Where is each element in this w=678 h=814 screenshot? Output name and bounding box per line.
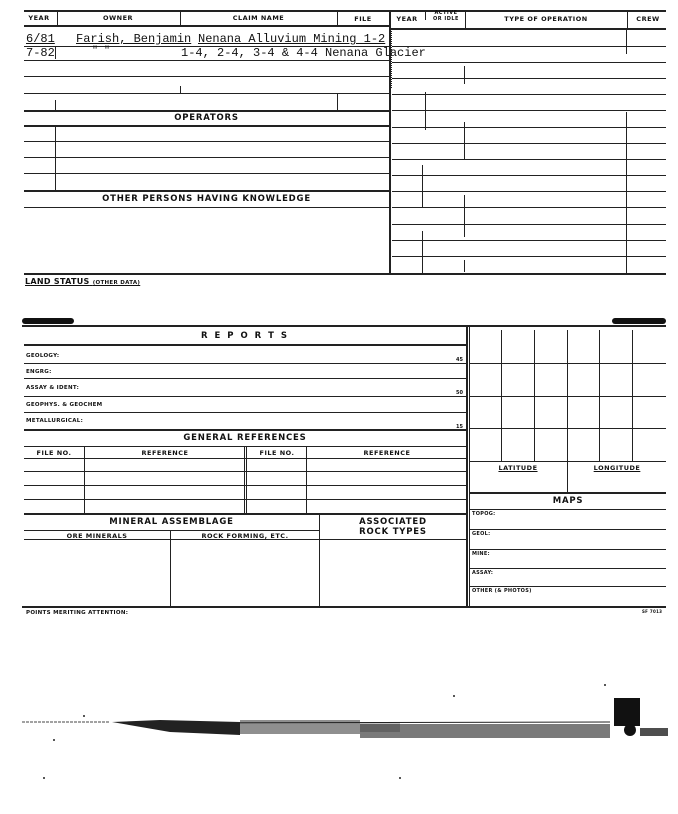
row-line: [392, 175, 666, 176]
header-reference-2: REFERENCE: [363, 449, 411, 457]
row-line: [392, 256, 666, 257]
header-ore-minerals: ORE MINERALS: [66, 532, 128, 540]
header-underline-left: [24, 25, 389, 27]
row-line: [392, 110, 666, 111]
divider: [246, 446, 247, 513]
row-line: [24, 530, 319, 531]
header-type-of-operation: TYPE OF OPERATION: [504, 15, 588, 23]
reports-title: R E P O R T S: [200, 331, 290, 341]
grid-line: [470, 396, 666, 397]
grid-line: [470, 363, 666, 364]
scan-noise-dot: [43, 777, 45, 779]
row-line: [24, 363, 466, 364]
divider: [55, 47, 56, 59]
row-line: [24, 344, 466, 346]
row-line: [24, 157, 389, 158]
row-line: [24, 60, 389, 61]
divider: [425, 92, 426, 130]
scan-artifact: [612, 318, 666, 324]
report-geology-label: GEOLOGY:: [26, 353, 60, 359]
divider: [84, 446, 85, 513]
maps-geol-label: GEOL:: [472, 531, 491, 537]
top-border: [24, 10, 666, 12]
row-line: [24, 458, 466, 459]
row-line: [24, 412, 466, 413]
row-line: [392, 240, 666, 241]
divider: [626, 30, 627, 54]
divider: [170, 530, 171, 606]
row-line: [392, 127, 666, 128]
row-year: 6/81: [26, 32, 55, 46]
scan-noise-dot: [83, 715, 85, 717]
header-file: FILE: [354, 15, 372, 23]
divider: [55, 100, 56, 110]
section-bottom-border: [22, 606, 666, 608]
row-line: [392, 143, 666, 144]
row-line: [24, 378, 466, 379]
points-meriting-attention-label: POINTS MERITING ATTENTION:: [26, 610, 129, 616]
row-line: [24, 93, 389, 94]
row-line: [24, 396, 466, 397]
other-persons-title: OTHER PERSONS HAVING KNOWLEDGE: [102, 194, 311, 204]
divider: [337, 93, 338, 110]
divider: [306, 446, 307, 513]
row-line: [24, 190, 389, 192]
scan-noise-block: [614, 698, 640, 726]
report-metallurgical-code: 15: [456, 424, 463, 430]
reports-top-border: [22, 325, 666, 327]
latitude-label: LATITUDE: [498, 464, 538, 472]
maps-topog-label: TOPOG:: [472, 511, 496, 517]
row-line: [24, 76, 389, 77]
land-status-title: LAND STATUS: [25, 277, 90, 286]
divider: [422, 231, 423, 273]
row-line: [470, 509, 666, 510]
row-line: [24, 429, 466, 431]
row-line: [392, 159, 666, 160]
row-line: [24, 499, 466, 500]
scan-noise-band: [640, 728, 668, 736]
row-line: [24, 207, 389, 208]
row-claim-name: Nenana Alluvium Mining 1-2: [198, 32, 386, 46]
form-number: SF 7013: [642, 609, 663, 614]
row-line: [392, 94, 666, 95]
row-line: [392, 62, 666, 63]
scan-noise-dot: [53, 739, 55, 741]
divider: [425, 12, 426, 20]
rock-types-label: ROCK TYPES: [359, 527, 427, 537]
divider: [244, 446, 245, 513]
associated-label: ASSOCIATED: [359, 517, 427, 527]
row-line: [24, 485, 466, 486]
row-line: [24, 539, 319, 540]
row-line: [24, 513, 466, 515]
scan-artifact: [22, 318, 74, 324]
header-op-year: YEAR: [396, 15, 418, 23]
maps-other-label: OTHER (& PHOTOS): [472, 588, 532, 594]
row-line: [392, 46, 666, 47]
report-assay-label: ASSAY & IDENT:: [26, 385, 80, 391]
section-bottom-border: [24, 273, 666, 275]
divider: [464, 260, 465, 272]
header-claim-name: CLAIM NAME: [232, 14, 285, 22]
row-line: [470, 529, 666, 530]
report-geology-code: 45: [456, 357, 463, 363]
scan-noise-dot: [399, 777, 401, 779]
header-reference-1: REFERENCE: [141, 449, 189, 457]
row-line: [24, 141, 389, 142]
grid-line: [470, 461, 666, 462]
row-year: 7-82: [26, 46, 55, 60]
maps-title: MAPS: [552, 496, 584, 506]
row-line: [24, 125, 389, 127]
report-metallurgical-label: METALLURGICAL:: [26, 418, 84, 424]
header-underline-right: [392, 28, 666, 30]
grid-line: [470, 428, 666, 429]
row-claim-name: 1-4, 2-4, 3-4 & 4-4 Nenana Glacier: [181, 46, 426, 60]
row-line: [470, 568, 666, 569]
divider: [422, 165, 423, 207]
mineral-assemblage-title: MINERAL ASSEMBLAGE: [109, 517, 234, 527]
header-crew: CREW: [636, 15, 660, 23]
report-geophys-label: GEOPHYS. & GEOCHEM: [26, 402, 103, 408]
divider: [464, 66, 465, 84]
header-year: YEAR: [28, 14, 50, 22]
scan-noise-dot: [453, 695, 455, 697]
row-line: [392, 191, 666, 192]
row-line: [392, 224, 666, 225]
row-line: [319, 539, 466, 540]
general-references-title: GENERAL REFERENCES: [183, 433, 307, 443]
land-status-subtitle: (OTHER DATA): [92, 280, 141, 286]
associated-rock-types-title: [320, 517, 466, 537]
divider: [180, 86, 181, 93]
grid-line: [470, 492, 666, 494]
operators-title: OPERATORS: [174, 113, 239, 123]
row-line: [392, 207, 666, 208]
header-active-or-idle: [428, 11, 464, 22]
row-line: [470, 586, 666, 587]
scan-noise-blob: [624, 724, 636, 736]
row-line: [392, 78, 666, 79]
header-active: ACTIVE: [434, 10, 458, 16]
scan-noise-dot: [604, 684, 606, 686]
row-line: [24, 110, 389, 112]
row-line: [24, 173, 389, 174]
divider: [464, 195, 465, 237]
header-rock-forming: ROCK FORMING, ETC.: [201, 532, 289, 540]
header-owner: OWNER: [102, 14, 134, 22]
land-status-label: [25, 277, 140, 286]
report-assay-code: 50: [456, 390, 463, 396]
row-owner-ditto: " ": [92, 46, 111, 57]
report-engrg-label: ENGRG:: [26, 369, 52, 375]
divider: [464, 122, 465, 160]
row-owner: Farish, Benjamin: [76, 32, 192, 46]
main-divider: [466, 326, 468, 606]
row-line: [24, 446, 466, 447]
scan-noise-band: [112, 720, 240, 735]
scan-noise-band: [360, 724, 610, 738]
maps-assay-label: ASSAY:: [472, 570, 494, 576]
scan-noise: [0, 680, 678, 790]
longitude-label: LONGITUDE: [593, 464, 641, 472]
row-line: [470, 549, 666, 550]
header-file-no-2: FILE NO.: [259, 449, 295, 457]
header-or-idle: OR IDLE: [433, 15, 459, 22]
header-file-no-1: FILE NO.: [36, 449, 72, 457]
maps-mine-label: MINE:: [472, 551, 490, 557]
row-line: [24, 471, 466, 472]
divider: [391, 28, 392, 88]
divider: [626, 112, 627, 274]
